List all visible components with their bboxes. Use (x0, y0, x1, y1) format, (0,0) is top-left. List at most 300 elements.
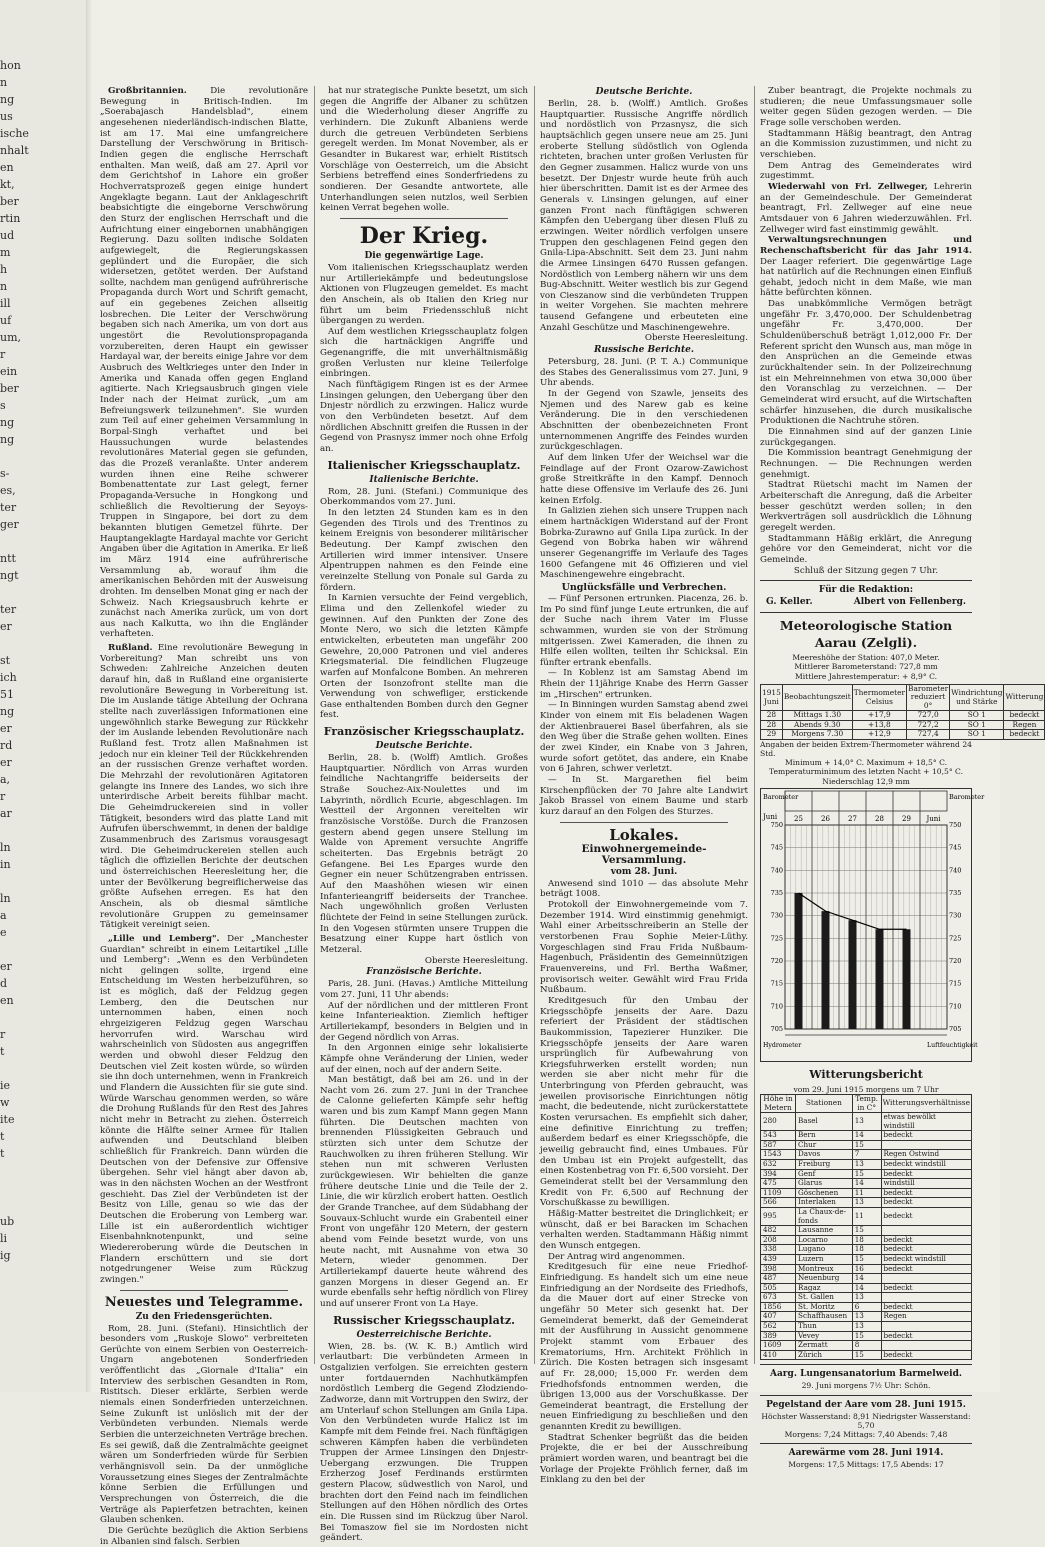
article-russian-report-3: Auf dem linken Ufer der Weichsel war die Feindlage auf der Front Ozarow-Zawichost große Streitkräfte in den Kampf. Dennoch hatte diese Offensive im Verlaufe des 26. Juni keinen Erfolg. (540, 453, 748, 506)
divider (760, 1364, 972, 1365)
weather-report-body (761, 1113, 972, 1360)
weather-report-subtitle: vom 29. Juni 1915 morgens um 7 Uhr (793, 1084, 939, 1094)
editorial-names (760, 597, 972, 608)
weather-report-header (761, 1095, 972, 1113)
weather-cell: bedeckt (881, 1264, 971, 1274)
divider (760, 612, 972, 613)
weather-cell: Lausanne (796, 1226, 853, 1236)
heading-accidents: Unglücksfälle und Verbrechen. (561, 581, 727, 593)
weather-cell: 475 (761, 1179, 796, 1189)
observation-header-cell: Barometer reduziert 0° (908, 683, 949, 710)
article-albania: Die Gerüchte bezüglich die Aktion Serbiens in Albanien sind falsch. Serbien (100, 1525, 308, 1547)
column-rule (534, 86, 535, 1364)
observation-cell: SO 1 (950, 711, 1004, 721)
baro-day-label: Juni (926, 814, 941, 823)
gutter-fragment: um, (0, 331, 22, 344)
weather-station-title: Meteorologische Station Aarau (Zelgli). (779, 618, 953, 651)
weather-cell: Genf (796, 1169, 853, 1179)
baro-axis-label: 750 (770, 820, 783, 829)
article-france-1: Berlin, 28. b. (Wolff) Amtlich. Großes Hauptquartier. Nördlich von Arras wurden feindliche Nachtangriffe beiderseits der Straße Souchez-Aix-Noulettes und im Labyrinth, nördlich Ecurie, abgeschlagen. Im Westteil der Argonnen vereitelten wir französische Vorstöße. Durch die Franzosen gestern abend gegen unsere Stellung im Walde von Aprement versuchte Angriffe scheiterten. Das Ergebnis beträgt 20 Gefangene. Bei Les Eparges wurde den Gegner ein neuer Schützengraben entrissen. Auf den Maashöhen wiesen wir einen Infanterieangriff beiderseits der Tranchee. Nach ungewöhnlich großen Verlusten flüchtete der Feind in seine Stellungen zurück. In den Vogesen stürmten unsere Truppen die Besatzung einer Kuppe hart östlich von Metzeral. (320, 753, 528, 955)
weather-cell: 13 (852, 1322, 881, 1332)
gutter-fragment: ud (0, 229, 15, 242)
section-lead-lille: „Lille und Lemberg". (108, 933, 220, 944)
weather-cell: 280 (761, 1113, 796, 1131)
weather-row (761, 1140, 972, 1150)
observation-cell: Morgens 7.30 (782, 730, 852, 740)
weather-cell: Interlaken (796, 1198, 853, 1208)
article-situation-2: Auf dem westlichen Kriegsschauplatz folgen sich die hartnäckigen Angriffe und Gegenangriffe, die mit unverhältnismäßig großen Verlusten nur kleine Teilerfolge einbringen. (320, 326, 528, 380)
weather-row (761, 1302, 972, 1312)
water-level-title: Pegelstand der Aare vom 28. Juni 1915. (766, 1399, 966, 1410)
weather-cell: 13 (852, 1113, 881, 1131)
water-level-line-2: Morgens: 7,24 Mittags: 7,40 Abends: 7,48 (784, 1430, 948, 1440)
weather-cell: La Chaux-de-fonds (796, 1207, 853, 1225)
water-level-line-1: Höchster Wasserstand: 8,91 Niedrigster Wasserstand: 5,70 (761, 1411, 971, 1430)
article-assembly-8: Zuber beantragt, die Projekte nochmals zu studieren; die neue Umfassungsmauer solle weiter gegen Süden gezogen werden. — Die Frage solle verschoben werden. (760, 86, 972, 128)
subheading-italian-reports: Italienische Berichte. (369, 474, 479, 485)
article-accident-1: — Fünf Personen ertrunken. Piacenza, 26. b. Im Po sind fünf junge Leute ertrunken, die auf der Suche nach ihrem Vater im Flusse schwammen, wurden sie von der Strömung mitgerissen. Zwei Kameraden, die ihnen zu Hilfe eilen wollten, teilten ihr Schicksal. Ein fünfter ertrank ebenfalls. (540, 593, 748, 668)
weather-row (761, 1198, 972, 1208)
divider (340, 218, 508, 219)
gutter-fragment: ill (0, 297, 11, 310)
gutter-fragment: ber (0, 195, 19, 208)
gutter-fragment: nhalt (0, 144, 29, 157)
gutter-fragment: w (0, 1096, 10, 1109)
weather-cell: 1856 (761, 1302, 796, 1312)
gutter-fragment: rtin (0, 212, 21, 225)
observation-row (761, 730, 1045, 740)
weather-row (761, 1254, 972, 1264)
gutter-fragment: ber (0, 382, 19, 395)
sanatorium-line (760, 1381, 972, 1390)
gutter-fragment: uf (0, 314, 12, 327)
weather-cell: 632 (761, 1159, 796, 1169)
observation-header-row (761, 684, 1045, 711)
gutter-fragment: 51 (0, 688, 14, 701)
subheading-russian-reports: Russische Berichte. (593, 345, 695, 356)
gutter-fragment: er (0, 722, 12, 735)
previous-page-fragment (0, 0, 88, 1392)
heading-news: Neuestes und Telegramme. (104, 1294, 304, 1310)
article-russian-report-4: In Galizien ziehen sich unsere Truppen nach einem hartnäckigen Widerstand auf der Front Bobrka-Zurawno auf Gnila Lipa zurück. In der Gegend von Bobrka haben wir während unserer Gegenangriffe im Verlaufe des Tages 1600 Gefangene mit 46 Offizieren und viel Maschinengewehre eingebracht. (540, 506, 748, 581)
gutter-fragment: us (0, 110, 13, 123)
article-assembly-9: Stadtammann Häßig beantragt, den Antrag an die Kommission zuzustimmen, und nicht zu verschieben. (760, 128, 972, 160)
gutter-fragment: n (0, 280, 8, 293)
sanatorium-value: Schön. (904, 1381, 931, 1391)
weather-row (761, 1131, 972, 1141)
gutter-fragment: er (0, 960, 12, 973)
heading-local: Lokales. (609, 825, 679, 844)
observation-cell: +13,8 (852, 720, 906, 730)
section-lead-britain: Großbritannien. (108, 86, 187, 96)
gutter-fragment: in (0, 858, 11, 871)
baro-axis-label: 720 (770, 956, 783, 965)
gutter-fragment: ng (0, 705, 15, 718)
observation-cell: Abends 9.30 (782, 720, 852, 730)
weather-cell: Luzern (796, 1254, 853, 1264)
obs-note-3: Temperaturminimum des letzten Nacht + 10,5° C. (768, 767, 964, 777)
article-italy-2: In den letzten 24 Stunden kam es in den Gegenden des Tirols und des Trentinos zu keinem Ereignis von besonderer militärischer Bedeutung. Der Kampf zwischen den Artillerien wird immer intensiver. Unsere Alpentruppen nahmen es den Feinde eine vereinzelte Stellung von Ponale sul Garda zu fördern. (320, 508, 528, 593)
weather-header-cell: Witterungsverhältnisse (881, 1095, 971, 1113)
weather-cell: 15 (852, 1254, 881, 1264)
gutter-fragment: ie (0, 1079, 11, 1092)
weather-cell: bedeckt (881, 1331, 971, 1341)
baro-day-label: 26 (821, 814, 830, 823)
weather-cell: bedeckt (881, 1188, 971, 1198)
article-mayor: Stadtammann Häßig erklärt, die Anregung gehöre vor den Gemeinderat, nicht vor die Gemeinde. (760, 533, 972, 565)
gutter-fragment: er (0, 756, 12, 769)
weather-cell: 673 (761, 1293, 796, 1303)
article-france-4: In den Argonnen einige sehr lokalisierte Kämpfe ohne Veränderung der Linien, weder auf der einen, noch auf der andern Seite. (320, 1043, 528, 1075)
weather-row (761, 1235, 972, 1245)
article-india: Die revolutionäre Bewegung in Britisch-Indien. Im „Soerabajasch Handelsblad", einem angesehenen niederländisch-indischen Blatte, ist am 17. Mai eine umfangreichere Darstellung der Verschwörung in Britisch-Indien gegen die englische Herrschaft enthalten. Man weiß, daß am 27. April vor dem Gerichtshof in Lahore ein großer Hochverratsprozeß gegen einige hundert Angeklagte begann. Laut der Anklageschrift beabsichtigte die eingeborne Verschwörung den Sturz der englischen Herrschaft und die Aufrichtung einer eingebornen unabhängigen Regierung. Dazu sollten indische Soldaten aufgewiegelt, die Regierungskassen geplündert und die Europäer, die sich widersetzen, getötet werden. Der Aufstand sollte, nachdem man genügend aufrührerische Propaganda durch Wort und Schrift gemacht, auf ein gegebenes Zeichen allseitig losbrechen. Die Leiter der Verschwörung begaben sich nach Amerika, um von dort aus ungestört die Revolutionspropaganda vorzubereiten, deren Haupt ein gewisser Hardayal war, der bereits einige Jahre vor dem Ausbruch des Weltkrieges unter den Inder in Amerika und Kanada offen gegen England agitierte. Nach Kriegsausbruch gingen viele Inder nach der Heimat zurück, „um am Befreiungswerk teilzunehmen". Sie wurden zum Teil auf einer geheimen Versammlung in Borpal-Singh verhaftet und bei Haussuchungen wurde belastendes revolutionäres Material gegen sie gefunden, das die Prozeß veranlaßte. Unter anderem wurden ihnen eine Reihe schwerer Bombenattentate zur Last gelegt, ferner Propaganda-Versuche in Hongkong und schließlich die Revoltierung der Seyoys-Truppen in Singapore, bei dort zu dem bekannten blutigen Gemetzel führte. Der Hauptangeklagte Hardayal machte vor Gericht Angaben über die Agitation in Amerika. Er ließ im März 1914 eine aufrührerische Versammlung ab, worauf ihm die amerikanischen Behörden mit der Ausweisung drohten. Im denselben Monat ging er nach der Schweiz. Nach Kriegsausbruch kehrte er zunächst nach Amerika zurück, um von dort aus nach Kalkutta, wo ihn die Engländer verhafteten. (100, 86, 308, 640)
article-german-report: Berlin, 28. b. (Wolff.) Amtlich. Großes Hauptquartier. Russische Angriffe nördlich und nordöstlich von Przasnysz, die sich hauptsächlich gegen unsere neue am 25. Juni eroberte Stellung südöstlich von Oglenda richteten, brachen unter großen Verlusten für den Gegner zusammen. Halicz wurde von uns besetzt. Der Dnjestr wurde heute früh auch hier überschritten. Damit ist es der Armee des Generals v. Linsingen gelungen, auf einer ganzen Front nach fünftägigen schweren Kämpfen den Uebergang über diesen Fluß zu erzwingen. Weiter nördlich verfolgen unsere Truppen den geschlagenen Feind gegen den Gnila-Lipa-Abschnitt. Seit dem 23. Juni nahm die Armee Linsingen 6470 Russen gefangen. Nordöstlich von Lemberg nähern wir uns dem Bug-Abschnitt. Weiter westlich bis zur Gegend von Cieszanow sind die verbündeten Truppen in weiter Vorgehen. Sie machten mehrere tausend Gefangene und erbeuteten eine Anzahl Geschütze und Maschinengewehre. (540, 99, 748, 333)
gutter-fragment: r (0, 790, 6, 803)
gutter-fragment: ng (0, 433, 15, 446)
gutter-fragment: r (0, 348, 6, 361)
baro-axis-label-right: 745 (949, 843, 962, 852)
observation-cell: +12,9 (852, 730, 906, 740)
weather-row (761, 1207, 972, 1225)
weather-cell (881, 1274, 971, 1284)
heading-italian-front: Italienischer Kriegsschauplatz. (327, 458, 521, 472)
weather-cell: 14 (852, 1179, 881, 1189)
weather-cell: 13 (852, 1312, 881, 1322)
weather-cell: 1609 (761, 1341, 796, 1351)
weather-cell: 16 (852, 1264, 881, 1274)
article-income: Die Einnahmen sind auf der ganzen Linie zurückgegangen. (760, 427, 972, 448)
observation-cell: SO 1 (950, 720, 1004, 730)
divider (560, 822, 728, 823)
weather-cell: 566 (761, 1198, 796, 1208)
weather-report-table (760, 1094, 972, 1360)
gutter-fragment: kt, (0, 178, 15, 191)
weather-cell: Bern (796, 1131, 853, 1141)
obs-note-2: Minimum + 14,0° C. Maximum + 18,5° C. (784, 758, 948, 768)
article-assets: Das unabkömmliche Vermögen beträgt ungefähr Fr. 3,470,000. Der Schuldenbetrag ungefähr Fr. 3,470,000. Der Schuldenüberschuß beträgt 1,012,000 Fr. Der Referent spricht den Wunsch aus, man möge in den Ansprüchen an die Gemeinde etwas zurückhaltender sein. In der Polizeirechnung ist ein Mehreinnehmen von etwa 30,000 über den Voranschlag zu verzeichnen. — Der Gemeinderat wird ersucht, auf die Wirtschaften schärfer hinzusehen, die durch musikalische Produktionen die Nachtruhe stören. (760, 299, 972, 427)
subheading-austrian-reports: Oesterreichische Berichte. (356, 1329, 492, 1340)
weather-cell: 407 (761, 1312, 796, 1322)
baro-axis-label-right: 740 (949, 866, 962, 875)
gutter-fragment: e (0, 926, 7, 939)
heading-russian-front: Russischer Kriegsschauplatz. (333, 1313, 515, 1327)
divider (760, 1443, 972, 1444)
weather-row (761, 1350, 972, 1360)
gutter-fragment: ln (0, 892, 11, 905)
article-russia-front: Wien, 28. bs. (W. K. B.) Amtlich wird verlautbart: Die verbündeten Armeen in Ostgalizien verfolgen. Sie erreichten gestern unter fortdauernden Nachhutkämpfen nordöstlich Lemberg die Gegend Złodziendo-Zadworze, dann mit Vortruppen den Swirz, der am Unterlauf schon Stellungen am Gnila Lipa. Von den Verbündeten wurde Halicz ist im Kampfe mit dem Feinde frei. Nach fünftägigen schweren Kämpfen haben die verbündeten Truppen der Armee Linsingen den Dnjestr-Uebergang erzwungen. Die Truppen Erzherzog Josef Ferdinands erstürmten gestern Placow, südwestlich von Narol, und brachten dort den Feind nach im feindlichen Stellungen auf den Höhen nördlich des Ortes ein. Die Russen sind im Rückzug über Narol. Bei Tomaszow fiel sie im Nordosten nicht geändert. (320, 1341, 528, 1544)
baro-axis-label: 710 (770, 1002, 783, 1011)
weather-cell: Regen (881, 1312, 971, 1322)
baro-reading-bar (903, 929, 911, 1029)
station-baro-avg: Mittlerer Barometerstand: 727,8 mm (794, 662, 938, 672)
article-france-3: Auf der nördlichen und der mittleren Front keine Infanterieaktion. Ziemlich heftiger Artilleriekampf, besonders in Belgien und in der Gegend nördlich von Arras. (320, 1000, 528, 1043)
weather-cell: 18 (852, 1245, 881, 1255)
observation-body (761, 711, 1045, 740)
gutter-fragment: ig (0, 1249, 11, 1262)
weather-cell: bedeckt (881, 1131, 971, 1141)
gutter-fragment: rd (0, 739, 13, 752)
weather-cell: Thun (796, 1322, 853, 1332)
baro-axis-label-right: 715 (949, 979, 962, 988)
weather-row (761, 1226, 972, 1236)
weather-row (761, 1113, 972, 1131)
weather-row (761, 1322, 972, 1332)
article-assembly-1: Anwesend sind 1010 — das absolute Mehr beträgt 1008. (540, 878, 748, 900)
agenda-lead-accounts: Verwaltungsrechnungen und Rechenschaftsbericht für das Jahr 1914. (760, 235, 972, 256)
weather-row (761, 1179, 972, 1189)
weather-row (761, 1264, 972, 1274)
weather-row (761, 1331, 972, 1341)
gutter-fragment: ger (0, 518, 19, 531)
observation-cell: 727,2 (907, 720, 950, 730)
weather-cell: 482 (761, 1226, 796, 1236)
sanatorium-time: 29. Juni morgens 7½ Uhr: (801, 1381, 902, 1391)
article-workers: Stadtrat Rüetschi macht im Namen der Arbeiterschaft die Anregung, daß die Arbeiter besser geschützt werden sollen; in den Werkverträgen soll ausdrücklich die Löhnung geregelt werden. (760, 480, 972, 533)
observation-cell: bedeckt (1004, 730, 1045, 740)
weather-cell: 15 (852, 1140, 881, 1150)
heading-french-front: Französischer Kriegsschauplatz. (323, 725, 525, 739)
gutter-fragment: ng (0, 416, 15, 429)
article-assembly-3: Kreditgesuch für den Umbau der Kriegsschöpfe jenseits der Aare. Dazu referiert der Präsident der städtischen Baukommission, Tapezierer Hunziker. Die Kriegsschöpfe jenseits der Aare waren ursprünglich für Aufbewahrung von Kriegsfuhrwerken erstellt worden; nun werden sie aber nicht mehr für die Unterbringung von Pferden gebraucht, was jeweilen provisorische Einrichtungen nötig macht, die bedeutende, nicht zurückerstattete Kosten verursachen. Es empfiehlt sich daher, eine definitive Einrichtung zu treffen; außerdem bedarf es einer Kriegsschöpfe, die jeweilig gebraucht find, eines Umbaues. Für den Umbau ist ein Projekt aufgestellt, das einen Kostenbetrag von Fr. 6,500 vorsieht. Der Gemeinderat stellt bei der Versammlung den Kredit von Fr. 6,500 auf Rechnung der Vorschußkasse zu bewilligen. (540, 995, 748, 1209)
article-rome: Rom, 28. Juni. (Stefani). Hinsichtlich der besonders vom „Ruskoje Slowo" verbreiteten Gerüchte von einem Serbien von Oesterreich-Ungarn angebotenen Sonderfrieden veröffentlicht das „Giornale d'Italia" ein Interview des serbischen Gesandten in Rom, Ristitsch. Dieser erklärte, Serbien werde niemals einen Sonderfrieden unterzeichnen. Seine Zukunft ist unlöslich mit der der Verbündeten verbunden. Niemals werde Serbien die unterzeichneten Verträge brechen. Es sei gewiß, daß die Zentralmächte geeignet wären um Sonderfrieden würde für Serbien verhängnisvoll sein. Da der unmögliche Voraussetzung eines Sieges der Zentralmächte könne Serbien die Erfüllungen und Versprechungen von Österreich, die die Verträge als Papierfetzen betrachten, keinen Glauben schenken. (100, 1323, 308, 1526)
weather-header-cell: Temp. in C° (852, 1095, 881, 1113)
weather-cell: 389 (761, 1331, 796, 1341)
weather-cell: Chur (796, 1140, 853, 1150)
weather-cell: 398 (761, 1264, 796, 1274)
weather-cell: 8 (852, 1341, 881, 1351)
weather-cell: 11 (852, 1207, 881, 1225)
observation-cell: 28 (761, 720, 783, 730)
weather-cell: 13 (852, 1198, 881, 1208)
observation-header-cell: Beobachtungszeit (782, 684, 852, 711)
gutter-fragment: s- (0, 467, 10, 480)
article-accident-3: — In Binningen wurden Samstag abend zwei Kinder von einem mit Eis beladenen Wagen der Aktienbrauerei Basel überfahren, als sie den Weg über die Straße gehen wollten. Eines der zwei Kinder, ein Knabe von 3 Jahren, wurde sofort getötet, das andere, ein Knabe von 6 Jahren, schwer verletzt. (540, 700, 748, 775)
gutter-fragment: ngt (0, 569, 19, 582)
weather-cell: 15 (852, 1331, 881, 1341)
editor-name-2: Albert von Fellenberg. (853, 597, 966, 608)
weather-cell: Freiburg (796, 1159, 853, 1169)
baro-axis-label-right: 710 (949, 1002, 962, 1011)
weather-cell: Zürich (796, 1350, 853, 1360)
observation-cell: Regen (1004, 720, 1045, 730)
article-italy-1: Rom, 28. Juni. (Stefani.) Communique des Oberkommandos vom 27. Juni. (320, 486, 528, 508)
barometer-chart-svg (761, 789, 985, 1059)
baro-left-label: Barometer (763, 792, 799, 801)
weather-cell: 13 (852, 1293, 881, 1303)
divider (760, 1395, 972, 1396)
session-end: Schluß der Sitzung gegen 7 Uhr. (793, 565, 939, 576)
baro-axis-label: 740 (770, 866, 783, 875)
column-2 (320, 86, 528, 1544)
article-russian-report-1: Petersburg, 28. Juni. (P. T. A.) Communique des Stabes des Generalissimus vom 27. Juni, 9 Uhr abends. (540, 357, 748, 389)
heading-war: Der Krieg. (359, 222, 489, 249)
gutter-fragment: ite (0, 1113, 15, 1126)
subheading-german-reports: Deutsche Berichte. (375, 741, 473, 752)
weather-cell: 14 (852, 1131, 881, 1141)
article-assembly-5: Der Antrag wird angenommen. (548, 1251, 686, 1262)
baro-axis-label: 730 (770, 911, 783, 920)
article-assembly-4: Häßig-Matter bestreitet die Dringlichkeit; er wünscht, daß er bei Baracken im Schachen verhalten werden. Stadtammann Häßig nimmt den Wunsch entgegen. (540, 1209, 748, 1251)
gutter-fragment: s (0, 399, 6, 412)
gutter-fragment: ar (0, 807, 12, 820)
weather-row (761, 1312, 972, 1322)
weather-cell: Glarus (796, 1179, 853, 1189)
baro-right-label: Barometer (949, 792, 985, 801)
gutter-fragment: ub (0, 1215, 15, 1228)
weather-header-cell: Höhe in Metern (761, 1095, 796, 1113)
gutter-fragment: ter (0, 501, 17, 514)
gutter-fragment: ein (0, 365, 18, 378)
divider (760, 580, 972, 581)
weather-cell: 394 (761, 1169, 796, 1179)
article-accident-2: — In Koblenz ist am Samstag Abend im Rhein der 11jährige Knabe des Herrn Gasser im „Hirschen" ertrunken. (540, 668, 748, 700)
subheading-french-reports: Französische Berichte. (366, 967, 482, 978)
obs-note-1: Angaben der beiden Extrem-Thermometer während 24 Std. (760, 739, 972, 758)
weather-cell: Basel (796, 1113, 853, 1131)
observation-header-cell: Witterung (1004, 684, 1045, 711)
assembly-date: vom 28. Juni. (610, 866, 678, 877)
column-3 (540, 86, 748, 1486)
weather-cell: Zermatt (796, 1341, 853, 1351)
weather-cell: bedeckt (881, 1302, 971, 1312)
weather-cell: 1109 (761, 1188, 796, 1198)
weather-cell (881, 1341, 971, 1351)
weather-cell: Vevey (796, 1331, 853, 1341)
baro-reading-bar (876, 929, 884, 1029)
baro-axis-label-right: 730 (949, 911, 962, 920)
water-temp-title: Aarewärme vom 28. Juni 1914. (788, 1448, 944, 1459)
article-france-2: Paris, 28. Juni. (Havas.) Amtliche Mitteilung vom 27. Juni, 11 Uhr abends: (320, 979, 528, 1000)
weather-cell: Göschenen (796, 1188, 853, 1198)
page-fold-shadow (86, 0, 92, 1392)
heading-assembly: Einwohnergemeinde-Versammlung. (581, 842, 707, 866)
baro-day-label: 25 (794, 814, 803, 823)
weather-cell: 14 (852, 1283, 881, 1293)
weather-cell: bedeckt (881, 1350, 971, 1360)
weather-cell: 18 (852, 1235, 881, 1245)
weather-cell: 15 (852, 1350, 881, 1360)
weather-cell (881, 1293, 971, 1303)
baro-reading-bar (822, 911, 830, 1029)
observation-cell: SO 1 (950, 730, 1004, 740)
agenda-lead-reelection: Wiederwahl von Frl. Zellweger, (768, 181, 928, 192)
article-italy-3: In Karnien versuchte der Feind vergeblich, Elima und den Zellenkofel wieder zu gewinnen. Auf den Punkten der Zone des Monte Nero, wo sich die letzten Kämpfe entwickelten, erbeuteten man ungefähr 200 Gewehre, 20,000 Patronen und viel anderes Kriegsmaterial. Die feindlichen Flugzeuge warfen auf Monfalcone Bomben. An mehreren Orten der Isonzofront stellte man die Verwendung von schwefliger, erstickende Gase enthaltenden Bomben durch den Gegner fest. (320, 593, 528, 721)
weather-header-cell: Stationen (796, 1095, 853, 1113)
editorial-title: Für die Redaktion: (818, 585, 914, 596)
observation-cell: 727,0 (907, 711, 950, 721)
station-altitude: Meereshöhe der Station: 407,0 Meter. (792, 653, 940, 663)
subheading-peace: Zu den Friedensgerüchten. (135, 1311, 273, 1322)
observation-cell: 28 (761, 711, 783, 721)
weather-cell (881, 1226, 971, 1236)
gutter-fragment: li (0, 1232, 8, 1245)
gutter-fragment: t (0, 1045, 5, 1058)
weather-cell: Ragaz (796, 1283, 853, 1293)
weather-row (761, 1188, 972, 1198)
editor-name-1: G. Keller. (766, 597, 813, 608)
article-russian-report-2: In der Gegend von Szawle, jenseits des Njemen und des Narew gab es keine Veränderung. Die in den verschiedenen Abschnitten der obenbezeichneten Front unternommenen Angriffe des Feindes wurden zurückgeschlagen. (540, 389, 748, 453)
gutter-fragment: hon (0, 59, 21, 72)
observation-header-cell: 1915 Juni (761, 684, 783, 711)
observation-row (761, 711, 1045, 721)
gutter-fragment: m (0, 246, 11, 259)
weather-cell: 15 (852, 1169, 881, 1179)
article-accounts: Der Laager referiert. Die gegenwärtige Lage hat natürlich auf die Rechnungen einen Einfluß gehabt, jedoch nicht in dem Maße, wie man hätte befürchten können. (760, 256, 972, 299)
observation-cell: bedeckt (1004, 711, 1045, 721)
weather-cell: 6 (852, 1302, 881, 1312)
gutter-fragment: ng (0, 93, 15, 106)
baro-axis-label: 715 (770, 979, 783, 988)
gutter-fragment: a (0, 909, 7, 922)
gutter-fragment: t (0, 1147, 5, 1160)
gutter-fragment: r (0, 1028, 6, 1041)
article-reelection: Lehrerin an der Gemeindeschule. Der Gemeinderat beantragt, Frl. Zellweger auf eine neue Amtsdauer von 6 Jahren wiederzuwählen. Frl. Zellweger wird fast einstimmig gewählt. (760, 181, 972, 235)
weather-cell: 7 (852, 1150, 881, 1160)
water-temp-line: Morgens: 17,5 Mittags: 17,5 Abends: 17 (788, 1460, 944, 1470)
weather-cell: Montreux (796, 1264, 853, 1274)
article-assembly-7: Stadtrat Schenker begrüßt das die beiden Projekte, die er bei der Ausschreibung prämiert worden waren, und beantragt bei die Vorlage der Projekte Fröhlich ferner, daß im Einklang zu den bei der (540, 1432, 748, 1486)
baro-axis-label: 735 (770, 888, 783, 897)
station-temp-avg: Mittlere Jahrestemperatur: + 8,9° C. (794, 671, 938, 681)
baro-axis-label: 725 (770, 934, 783, 943)
article-albania-cont: hat nur strategische Punkte besetzt, um sich gegen die Angriffe der Albaner zu schützen und die Wiederholung dieser Angriffe zu verhindern. Die Zukunft Albaniens werde durch die getreuen Verbündeten Serbiens geregelt werden. Im Monat November, als er Gesandter in Bukarest war, erhielt Ristitsch Vorschläge von Oesterreich, um die Absicht Serbiens betreffend eines Sonderfriedens zu sondieren. Der Gesandte antwortete, alle Unterhandlungen seien nutzlos, weil Serbien keinen Verrat begehen wolle. (320, 86, 528, 214)
weather-row (761, 1169, 972, 1179)
weather-cell: bedeckt (881, 1198, 971, 1208)
weather-cell: bedeckt (881, 1169, 971, 1179)
column-rule (754, 86, 755, 1364)
baro-axis-label: 705 (770, 1024, 783, 1033)
weather-cell: 13 (852, 1159, 881, 1169)
weather-cell: bedeckt (881, 1207, 971, 1225)
article-russia: Eine revolutionäre Bewegung in Vorbereitung? Man schreibt uns von Schweden: Zahlreiche Anzeichen deuten darauf hin, daß in Rußland eine organisierte revolutionäre Bewegung in Vorbereitung ist. Die im Auslande tätige Abteilung der Ochrana stellte nach zuverlässigen Informationen eine ungewöhnlich starke Bewegung zur Rückkehr der im Auslande lebenden Revolutionäre nach Rußland fest. Trotz allen Maßnahmen ist jedoch nur ein kleiner Teil der Rückkehrenden an der russischen Grenze verhaftet worden. Die Mehrzahl der revolutionären Agitatoren gelangte ins Innere des Landes, wo sich ihre unterirdische Arbeit bereits fühlbar macht. Die Geheimdruckereien sind in voller Tätigkeit, besonders wird das platte Land mit Aufrufen überschwemmt, in denen der baldige Zusammenbruch des Zarismus vorausgesagt wird. Die Geheimdruckereien stellen auch täglich die offiziellen Berichte der deutschen und österreichischen Heeresleitung her, die unter der Bevölkerung begreiflicherweise das größte Aufsehen erregen. Es hat den Anschein, als ob diesmal sämtliche revolutionäre Gruppen zu gemeinsamer Tätigkeit vereinigt seien. (100, 643, 308, 931)
baro-bottom-right: Luftfeuchtigkeit (927, 1041, 978, 1049)
signature: Oberste Heeresleitung. (644, 333, 748, 344)
weather-cell: 543 (761, 1131, 796, 1141)
article-france-5: Man bestätigt, daß bei am 26. und in der Nacht vom 26. zum 27. Juni in der Tranchee de Calonne gelieferten Kämpfe sehr heftig waren und bis zum Kampf Mann gegen Mann führten. Die Deutschen machten von brennenden Flüssigkeiten Gebrauch und stürzten sich unter dem Schutze der Rauchwolken zu ihren früheren Stellung. Wir stehen nun mit schweren Verlusten zurückgewiesen. Wir behielten die ganze frühere deutsche Linie und die Teile der 2. Linie, die wir kürzlich erobert hatten. Oestlich der Grande Tranchee, auf dem Südabhang der Souvaux-Schlucht wurde ein Grabenteil einer Front von ungefähr 120 Metern, der gestern abend vom Feinde besetzt wurde, von uns heute nacht, mit Ausnahme von etwa 30 Metern, wieder genommen. Der Artilleriekampf dauerte heute während des ganzen Morgens in dieser Gegend an. Er wurde ebenfalls sehr heftig nördlich von Flirey und auf unserer Front von La Haye. (320, 1075, 528, 1309)
weather-report-title: Witterungsbericht (809, 1067, 923, 1081)
baro-reading-bar (795, 893, 803, 1029)
gutter-fragment: t (0, 1130, 5, 1143)
baro-month-label: Juni (763, 812, 778, 821)
gutter-fragment: ische (0, 127, 29, 140)
divider (120, 1290, 288, 1291)
gutter-fragment: en (0, 161, 14, 174)
gutter-fragment: a, (0, 773, 11, 786)
column-4 (760, 86, 1044, 1470)
baro-bottom-left: Hydrometer (763, 1041, 802, 1049)
weather-cell: 562 (761, 1322, 796, 1332)
gutter-fragment: es, (0, 484, 16, 497)
observation-table (760, 684, 1045, 740)
gutter-fragment: n (0, 76, 8, 89)
weather-cell: 15 (852, 1226, 881, 1236)
weather-cell: 505 (761, 1283, 796, 1293)
gutter-fragment: d (0, 977, 8, 990)
gutter-fragment: ter (0, 603, 17, 616)
weather-cell: Locarno (796, 1235, 853, 1245)
weather-cell: 587 (761, 1140, 796, 1150)
baro-reading-bar (849, 920, 857, 1029)
article-assembly-6: Kreditgesuch für eine neue Friedhof-Einfriedigung. Es handelt sich um eine neue Einfriedigung an der Nordseite des Friedhofs, da die Mauer dort auf einer Strecke von ungefähr 50 Meter sich gesenkt hat. Der Gemeinderat bemerkt, daß der Gemeinderat mit der Ausführung in Aussicht genommene Projekt stammt vom Erbauer des Krematoriums, Hrn. Architekt Fröhlich in Zürich. Die Kosten betragen sich insgesamt auf Fr. 28,000; 15,000 Fr. werden dem Friedhofsfonds entnommen werden, die übrigen 13,000 aus der Vorschußkasse. Der Gemeinderat beantragt, die Erstellung der neuen Einfriedigung zu beschließen und den genannten Kredit zu bewilligen. (540, 1262, 748, 1433)
weather-cell: Neuenburg (796, 1274, 853, 1284)
weather-cell: 11 (852, 1188, 881, 1198)
article-commission: Die Kommission beantragt Genehmigung der Rechnungen. — Die Rechnungen werden genehmigt. (760, 448, 972, 480)
observation-header-cell: Thermometer Celsius (852, 684, 906, 711)
gutter-fragment: h (0, 263, 8, 276)
gutter-fragment: st (0, 654, 11, 667)
weather-cell: 14 (852, 1274, 881, 1284)
gutter-fragment: ntt (0, 552, 16, 565)
